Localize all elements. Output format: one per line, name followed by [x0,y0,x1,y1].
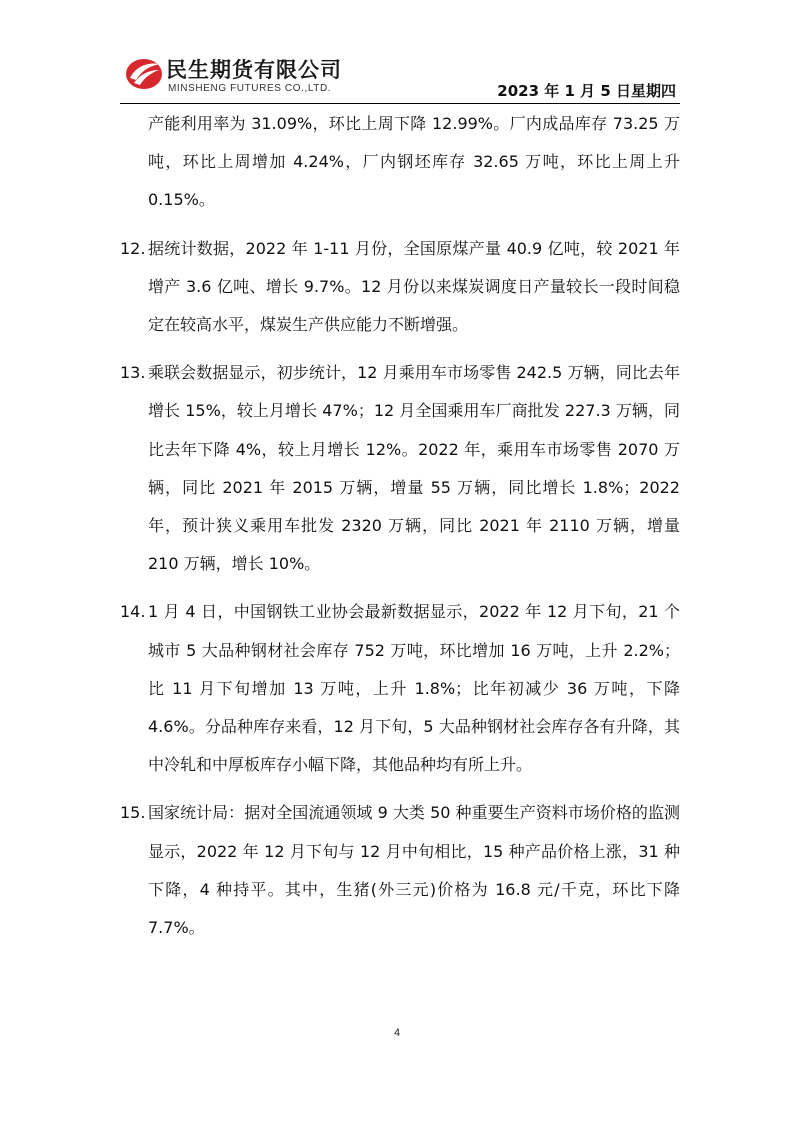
item-number: 12. [120,238,146,258]
header-divider [120,103,680,104]
minsheng-logo-icon [124,56,164,92]
item-text: 据统计数据，2022 年 1-11 月份，全国原煤产量 40.9 亿吨，较 2021 年增产 3.6 亿吨、增长 9.7%。12 月份以来煤炭调度日产量较长一段时间稳定在较高水平，煤炭生产供应能力不断增强。 [148,238,680,335]
list-item [120,230,680,345]
document-body [120,105,680,957]
item-number: 15. [120,803,146,823]
list-item [120,354,680,583]
item-number: 14. [120,602,146,622]
item-number: 13. [120,363,146,383]
company-name-en: MINSHENG FUTURES CO.,LTD. [168,83,332,94]
item-text: 1 月 4 日，中国钢铁工业协会最新数据显示，2022 年 12 月下旬，21 个城市 5 大品种钢材社会库存 752 万吨，环比增加 16 万吨，上升 2.2%；比 11 月下旬增加 13 万吨，上升 1.8%；比年初减少 36 万吨，下降 4.6%。分品种库存来看，12 月下旬，5 大品种钢材社会库存各有升降，其中冷轧和中厚板库存小幅下降，其他品种均有所上升。 [148,602,680,775]
item-text: 乘联会数据显示，初步统计，12 月乘用车市场零售 242.5 万辆，同比去年增长 15%，较上月增长 47%；12 月全国乘用车厂商批发 227.3 万辆，同比去年下降 4%，较上月增长 12%。2022 年，乘用车市场零售 2070 万辆，同比 2021 年 2015 万辆，增量 55 万辆，同比增长 1.8%；2022 年，预计狭义乘用车批发 2320 万辆，同比 2021 年 2110 万辆，增量 210 万辆，增长 10%。 [148,363,680,574]
header-date: 2023 年 1 月 5 日星期四 [497,82,676,100]
continuation-paragraph [120,105,680,220]
company-name-cn: 民生期货有限公司 [166,58,342,82]
list-item [120,794,680,947]
page-number: 4 [393,1027,401,1039]
paragraph-text: 产能利用率为 31.09%，环比上周下降 12.99%。厂内成品库存 73.25 万吨，环比上周增加 4.24%，厂内钢坯库存 32.65 万吨，环比上周上升 0.15%。 [148,114,680,210]
item-text: 国家统计局：据对全国流通领域 9 大类 50 种重要生产资料市场价格的监测显示，2022 年 12 月下旬与 12 月中旬相比，15 种产品价格上涨，31 种下降，4 种持平。其中，生猪(外三元)价格为 16.8 元/千克，环比下降 7.7%。 [148,803,680,938]
list-item [120,593,680,784]
page-header [120,50,680,104]
company-logo [120,50,380,100]
